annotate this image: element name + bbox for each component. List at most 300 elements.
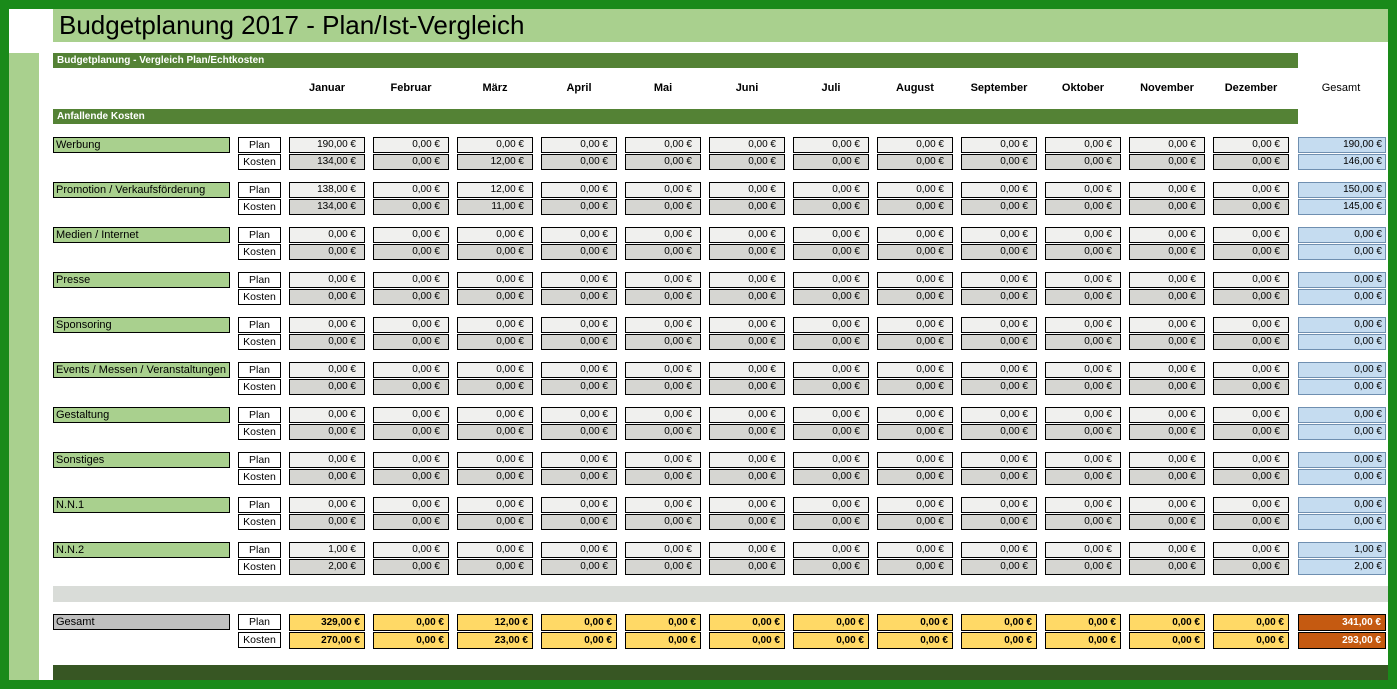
- plan-cell[interactable]: 0,00 €: [625, 452, 701, 468]
- kosten-cell[interactable]: 0,00 €: [541, 244, 617, 260]
- kosten-cell[interactable]: 0,00 €: [373, 244, 449, 260]
- plan-cell[interactable]: 0,00 €: [1129, 407, 1205, 423]
- kosten-cell[interactable]: 0,00 €: [793, 334, 869, 350]
- plan-cell[interactable]: 0,00 €: [793, 497, 869, 513]
- plan-total-cell: 0,00 €: [1298, 317, 1386, 333]
- kosten-cell[interactable]: 0,00 €: [457, 334, 533, 350]
- kosten-cell[interactable]: 0,00 €: [1213, 199, 1289, 215]
- plan-cell[interactable]: 0,00 €: [457, 542, 533, 558]
- plan-cell[interactable]: 0,00 €: [457, 407, 533, 423]
- plan-label: Plan: [238, 497, 281, 513]
- plan-cell[interactable]: 0,00 €: [793, 317, 869, 333]
- kosten-cell[interactable]: 0,00 €: [1045, 244, 1121, 260]
- plan-cell[interactable]: 0,00 €: [541, 272, 617, 288]
- kosten-cell[interactable]: 0,00 €: [1213, 424, 1289, 440]
- kosten-cell[interactable]: 0,00 €: [457, 469, 533, 485]
- kosten-cell[interactable]: 0,00 €: [289, 469, 365, 485]
- kosten-cell[interactable]: 134,00 €: [289, 154, 365, 170]
- kosten-cell[interactable]: 0,00 €: [1213, 244, 1289, 260]
- kosten-label: Kosten: [238, 424, 281, 440]
- kosten-cell[interactable]: 0,00 €: [625, 244, 701, 260]
- plan-cell[interactable]: 0,00 €: [1129, 542, 1205, 558]
- kosten-cell[interactable]: 0,00 €: [961, 334, 1037, 350]
- plan-cell[interactable]: 0,00 €: [1045, 272, 1121, 288]
- plan-cell[interactable]: 0,00 €: [1213, 227, 1289, 243]
- plan-cell[interactable]: 0,00 €: [457, 317, 533, 333]
- kosten-cell[interactable]: 0,00 €: [709, 379, 785, 395]
- plan-cell[interactable]: 0,00 €: [709, 317, 785, 333]
- kosten-cell[interactable]: 0,00 €: [373, 334, 449, 350]
- plan-cell[interactable]: 0,00 €: [1213, 407, 1289, 423]
- kosten-cell[interactable]: 0,00 €: [1045, 469, 1121, 485]
- plan-cell[interactable]: 0,00 €: [709, 227, 785, 243]
- kosten-cell[interactable]: 0,00 €: [373, 379, 449, 395]
- gesamt-plan-cell: 0,00 €: [541, 614, 617, 631]
- plan-cell[interactable]: 0,00 €: [709, 407, 785, 423]
- kosten-cell[interactable]: 0,00 €: [289, 289, 365, 305]
- kosten-cell[interactable]: 0,00 €: [625, 334, 701, 350]
- category-label: Medien / Internet: [53, 227, 230, 243]
- month-header-12: Dezember: [1224, 82, 1278, 94]
- plan-cell[interactable]: 0,00 €: [373, 407, 449, 423]
- gesamt-plan-cell: 0,00 €: [625, 614, 701, 631]
- kosten-cell[interactable]: 0,00 €: [1129, 424, 1205, 440]
- plan-cell[interactable]: 0,00 €: [457, 452, 533, 468]
- plan-cell[interactable]: 0,00 €: [1129, 137, 1205, 153]
- plan-cell[interactable]: 0,00 €: [625, 497, 701, 513]
- plan-cell[interactable]: 0,00 €: [793, 362, 869, 378]
- plan-cell[interactable]: 0,00 €: [373, 452, 449, 468]
- kosten-cell[interactable]: 0,00 €: [625, 379, 701, 395]
- kosten-cell[interactable]: 0,00 €: [877, 559, 953, 575]
- kosten-cell[interactable]: 0,00 €: [1213, 334, 1289, 350]
- kosten-cell[interactable]: 0,00 €: [961, 559, 1037, 575]
- kosten-cell[interactable]: 0,00 €: [877, 514, 953, 530]
- plan-cell[interactable]: 0,00 €: [961, 137, 1037, 153]
- plan-cell[interactable]: 0,00 €: [541, 362, 617, 378]
- plan-cell[interactable]: 0,00 €: [961, 452, 1037, 468]
- plan-cell[interactable]: 0,00 €: [1213, 272, 1289, 288]
- kosten-cell[interactable]: 0,00 €: [1129, 334, 1205, 350]
- plan-label: Plan: [238, 362, 281, 378]
- plan-cell[interactable]: 0,00 €: [1129, 497, 1205, 513]
- gesamt-plan-cell: 0,00 €: [709, 614, 785, 631]
- plan-cell[interactable]: 0,00 €: [877, 452, 953, 468]
- gesamt-kosten-cell: 0,00 €: [373, 632, 449, 649]
- plan-label: Plan: [238, 272, 281, 288]
- plan-cell[interactable]: 190,00 €: [289, 137, 365, 153]
- plan-cell[interactable]: 0,00 €: [1129, 182, 1205, 198]
- kosten-cell[interactable]: 134,00 €: [289, 199, 365, 215]
- plan-cell[interactable]: 0,00 €: [457, 272, 533, 288]
- plan-cell[interactable]: 0,00 €: [1045, 362, 1121, 378]
- kosten-cell[interactable]: 0,00 €: [1045, 514, 1121, 530]
- kosten-cell[interactable]: 0,00 €: [1129, 379, 1205, 395]
- kosten-cell[interactable]: 0,00 €: [457, 424, 533, 440]
- kosten-cell[interactable]: 0,00 €: [1213, 154, 1289, 170]
- kosten-cell[interactable]: 0,00 €: [373, 559, 449, 575]
- plan-cell[interactable]: 0,00 €: [1129, 317, 1205, 333]
- plan-cell[interactable]: 0,00 €: [289, 317, 365, 333]
- plan-cell[interactable]: 0,00 €: [625, 137, 701, 153]
- kosten-cell[interactable]: 0,00 €: [709, 154, 785, 170]
- plan-cell[interactable]: 0,00 €: [625, 227, 701, 243]
- plan-cell[interactable]: 0,00 €: [1213, 497, 1289, 513]
- category-label: Werbung: [53, 137, 230, 153]
- kosten-cell[interactable]: 0,00 €: [961, 244, 1037, 260]
- kosten-cell[interactable]: 0,00 €: [793, 154, 869, 170]
- plan-cell[interactable]: 0,00 €: [1129, 362, 1205, 378]
- plan-cell[interactable]: 0,00 €: [877, 362, 953, 378]
- kosten-cell[interactable]: 0,00 €: [709, 559, 785, 575]
- kosten-cell[interactable]: 0,00 €: [1045, 379, 1121, 395]
- plan-cell[interactable]: 0,00 €: [877, 272, 953, 288]
- plan-cell[interactable]: 0,00 €: [1045, 452, 1121, 468]
- plan-cell[interactable]: 0,00 €: [793, 137, 869, 153]
- plan-cell[interactable]: 0,00 €: [541, 227, 617, 243]
- kosten-cell[interactable]: 11,00 €: [457, 199, 533, 215]
- plan-cell[interactable]: 0,00 €: [1213, 362, 1289, 378]
- category-label: Promotion / Verkaufsförderung: [53, 182, 230, 198]
- kosten-cell[interactable]: 0,00 €: [541, 469, 617, 485]
- kosten-total-cell: 145,00 €: [1298, 199, 1386, 215]
- plan-cell[interactable]: 0,00 €: [541, 542, 617, 558]
- plan-cell[interactable]: 0,00 €: [793, 542, 869, 558]
- kosten-cell[interactable]: 0,00 €: [541, 289, 617, 305]
- kosten-cell[interactable]: 0,00 €: [877, 379, 953, 395]
- kosten-cell[interactable]: 0,00 €: [1129, 199, 1205, 215]
- plan-cell[interactable]: 0,00 €: [289, 497, 365, 513]
- plan-cell[interactable]: 0,00 €: [961, 227, 1037, 243]
- plan-cell[interactable]: 0,00 €: [961, 497, 1037, 513]
- plan-cell[interactable]: 0,00 €: [457, 497, 533, 513]
- kosten-cell[interactable]: 0,00 €: [457, 559, 533, 575]
- plan-cell[interactable]: 0,00 €: [1213, 182, 1289, 198]
- gesamt-plan-cell: 0,00 €: [373, 614, 449, 631]
- plan-cell[interactable]: 0,00 €: [961, 362, 1037, 378]
- plan-cell[interactable]: 0,00 €: [625, 182, 701, 198]
- kosten-cell[interactable]: 0,00 €: [625, 289, 701, 305]
- kosten-label: Kosten: [238, 469, 281, 485]
- month-header-3: März: [482, 82, 508, 94]
- gesamt-plan-label: Plan: [238, 614, 281, 630]
- plan-cell[interactable]: 0,00 €: [1045, 542, 1121, 558]
- kosten-cell[interactable]: 0,00 €: [1129, 559, 1205, 575]
- plan-cell[interactable]: 0,00 €: [289, 407, 365, 423]
- plan-cell[interactable]: 0,00 €: [1045, 182, 1121, 198]
- plan-cell[interactable]: 0,00 €: [793, 407, 869, 423]
- plan-cell[interactable]: 0,00 €: [457, 227, 533, 243]
- kosten-cell[interactable]: 0,00 €: [373, 154, 449, 170]
- kosten-cell[interactable]: 0,00 €: [1129, 469, 1205, 485]
- gesamt-header: Gesamt: [1321, 82, 1361, 94]
- kosten-cell[interactable]: 0,00 €: [541, 154, 617, 170]
- kosten-cell[interactable]: 0,00 €: [1213, 289, 1289, 305]
- kosten-total-cell: 0,00 €: [1298, 289, 1386, 305]
- kosten-cell[interactable]: 0,00 €: [373, 424, 449, 440]
- plan-cell[interactable]: 0,00 €: [541, 407, 617, 423]
- plan-total-cell: 0,00 €: [1298, 452, 1386, 468]
- gesamt-kosten-cell: 23,00 €: [457, 632, 533, 649]
- kosten-cell[interactable]: 0,00 €: [457, 379, 533, 395]
- kosten-cell[interactable]: 0,00 €: [625, 469, 701, 485]
- plan-cell[interactable]: 1,00 €: [289, 542, 365, 558]
- plan-cell[interactable]: 0,00 €: [1045, 317, 1121, 333]
- kosten-cell[interactable]: 0,00 €: [793, 379, 869, 395]
- kosten-cell[interactable]: 0,00 €: [1045, 199, 1121, 215]
- separator-row: [53, 586, 1388, 602]
- kosten-cell[interactable]: 0,00 €: [877, 424, 953, 440]
- kosten-cell[interactable]: 0,00 €: [373, 289, 449, 305]
- plan-cell[interactable]: 0,00 €: [373, 272, 449, 288]
- plan-label: Plan: [238, 407, 281, 423]
- kosten-cell[interactable]: 0,00 €: [793, 514, 869, 530]
- kosten-total-cell: 2,00 €: [1298, 559, 1386, 575]
- kosten-total-cell: 0,00 €: [1298, 379, 1386, 395]
- plan-cell[interactable]: 0,00 €: [1129, 227, 1205, 243]
- gesamt-plan-cell: 0,00 €: [1129, 614, 1205, 631]
- category-label: Sponsoring: [53, 317, 230, 333]
- kosten-cell[interactable]: 0,00 €: [373, 469, 449, 485]
- plan-cell[interactable]: 0,00 €: [1213, 137, 1289, 153]
- kosten-cell[interactable]: 0,00 €: [793, 559, 869, 575]
- kosten-cell[interactable]: 0,00 €: [373, 199, 449, 215]
- kosten-cell[interactable]: 0,00 €: [709, 289, 785, 305]
- kosten-cell[interactable]: 0,00 €: [625, 199, 701, 215]
- kosten-label: Kosten: [238, 379, 281, 395]
- plan-cell[interactable]: 0,00 €: [373, 182, 449, 198]
- plan-cell[interactable]: 0,00 €: [541, 452, 617, 468]
- kosten-cell[interactable]: 0,00 €: [457, 289, 533, 305]
- kosten-cell[interactable]: 0,00 €: [1129, 154, 1205, 170]
- kosten-cell[interactable]: 0,00 €: [1045, 424, 1121, 440]
- plan-cell[interactable]: 0,00 €: [793, 182, 869, 198]
- plan-cell[interactable]: 0,00 €: [1045, 137, 1121, 153]
- kosten-cell[interactable]: 0,00 €: [961, 154, 1037, 170]
- kosten-cell[interactable]: 0,00 €: [961, 289, 1037, 305]
- plan-cell[interactable]: 0,00 €: [625, 407, 701, 423]
- plan-cell[interactable]: 0,00 €: [709, 137, 785, 153]
- plan-cell[interactable]: 0,00 €: [289, 227, 365, 243]
- kosten-cell[interactable]: 0,00 €: [1045, 559, 1121, 575]
- kosten-total-cell: 0,00 €: [1298, 334, 1386, 350]
- plan-cell[interactable]: 0,00 €: [1213, 452, 1289, 468]
- kosten-cell[interactable]: 0,00 €: [961, 514, 1037, 530]
- gesamt-kosten-cell: 0,00 €: [1045, 632, 1121, 649]
- plan-cell[interactable]: 0,00 €: [1045, 407, 1121, 423]
- kosten-cell[interactable]: 0,00 €: [709, 514, 785, 530]
- kosten-cell[interactable]: 0,00 €: [709, 199, 785, 215]
- plan-cell[interactable]: 0,00 €: [373, 542, 449, 558]
- gesamt-kosten-cell: 0,00 €: [1129, 632, 1205, 649]
- kosten-cell[interactable]: 0,00 €: [289, 514, 365, 530]
- plan-cell[interactable]: 0,00 €: [877, 497, 953, 513]
- plan-cell[interactable]: 0,00 €: [793, 272, 869, 288]
- category-label: Events / Messen / Veranstaltungen: [53, 362, 230, 378]
- kosten-cell[interactable]: 0,00 €: [793, 469, 869, 485]
- plan-cell[interactable]: 0,00 €: [1045, 497, 1121, 513]
- gesamt-plan-cell: 0,00 €: [1213, 614, 1289, 631]
- kosten-cell[interactable]: 0,00 €: [289, 244, 365, 260]
- kosten-cell[interactable]: 0,00 €: [709, 244, 785, 260]
- plan-cell[interactable]: 138,00 €: [289, 182, 365, 198]
- gesamt-plan-cell: 0,00 €: [793, 614, 869, 631]
- plan-cell[interactable]: 0,00 €: [289, 452, 365, 468]
- kosten-cell[interactable]: 0,00 €: [541, 334, 617, 350]
- kosten-cell[interactable]: 0,00 €: [961, 424, 1037, 440]
- plan-cell[interactable]: 0,00 €: [1129, 452, 1205, 468]
- plan-cell[interactable]: 0,00 €: [541, 497, 617, 513]
- kosten-cell[interactable]: 0,00 €: [541, 514, 617, 530]
- kosten-cell[interactable]: 0,00 €: [541, 379, 617, 395]
- plan-cell[interactable]: 0,00 €: [877, 227, 953, 243]
- plan-cell[interactable]: 0,00 €: [373, 497, 449, 513]
- plan-cell[interactable]: 0,00 €: [709, 497, 785, 513]
- kosten-cell[interactable]: 0,00 €: [457, 244, 533, 260]
- category-label: Presse: [53, 272, 230, 288]
- plan-cell[interactable]: 0,00 €: [961, 407, 1037, 423]
- kosten-cell[interactable]: 12,00 €: [457, 154, 533, 170]
- kosten-cell[interactable]: 0,00 €: [877, 199, 953, 215]
- kosten-cell[interactable]: 0,00 €: [709, 424, 785, 440]
- plan-total-cell: 0,00 €: [1298, 272, 1386, 288]
- month-header-8: August: [896, 82, 934, 94]
- kosten-cell[interactable]: 0,00 €: [625, 154, 701, 170]
- kosten-cell[interactable]: 0,00 €: [877, 334, 953, 350]
- kosten-cell[interactable]: 0,00 €: [1129, 289, 1205, 305]
- plan-total-cell: 190,00 €: [1298, 137, 1386, 153]
- kosten-cell[interactable]: 0,00 €: [877, 244, 953, 260]
- gesamt-kosten-cell: 0,00 €: [709, 632, 785, 649]
- plan-cell[interactable]: 0,00 €: [373, 227, 449, 243]
- kosten-cell[interactable]: 0,00 €: [961, 199, 1037, 215]
- kosten-cell[interactable]: 0,00 €: [793, 244, 869, 260]
- kosten-cell[interactable]: 0,00 €: [1213, 559, 1289, 575]
- kosten-label: Kosten: [238, 154, 281, 170]
- kosten-cell[interactable]: 0,00 €: [1213, 379, 1289, 395]
- grand-plan-total: 341,00 €: [1298, 614, 1386, 631]
- plan-cell[interactable]: 0,00 €: [541, 182, 617, 198]
- plan-cell[interactable]: 0,00 €: [961, 272, 1037, 288]
- kosten-cell[interactable]: 0,00 €: [1045, 334, 1121, 350]
- plan-cell[interactable]: 0,00 €: [709, 542, 785, 558]
- kosten-cell[interactable]: 0,00 €: [961, 379, 1037, 395]
- kosten-cell[interactable]: 0,00 €: [541, 559, 617, 575]
- plan-cell[interactable]: 0,00 €: [961, 182, 1037, 198]
- kosten-cell[interactable]: 0,00 €: [877, 154, 953, 170]
- plan-cell[interactable]: 0,00 €: [709, 452, 785, 468]
- kosten-cell[interactable]: 0,00 €: [1129, 244, 1205, 260]
- plan-cell[interactable]: 0,00 €: [1213, 317, 1289, 333]
- plan-label: Plan: [238, 227, 281, 243]
- kosten-cell[interactable]: 0,00 €: [709, 469, 785, 485]
- plan-label: Plan: [238, 452, 281, 468]
- bottom-band: [53, 665, 1388, 680]
- kosten-cell[interactable]: 0,00 €: [961, 469, 1037, 485]
- kosten-cell[interactable]: 0,00 €: [625, 424, 701, 440]
- gesamt-plan-cell: 329,00 €: [289, 614, 365, 631]
- left-accent-bar: [9, 53, 39, 680]
- plan-cell[interactable]: 0,00 €: [1045, 227, 1121, 243]
- kosten-cell[interactable]: 0,00 €: [877, 469, 953, 485]
- plan-cell[interactable]: 0,00 €: [793, 227, 869, 243]
- plan-cell[interactable]: 0,00 €: [877, 137, 953, 153]
- plan-cell[interactable]: 0,00 €: [961, 542, 1037, 558]
- kosten-cell[interactable]: 0,00 €: [289, 424, 365, 440]
- kosten-cell[interactable]: 0,00 €: [1045, 154, 1121, 170]
- plan-cell[interactable]: 0,00 €: [877, 407, 953, 423]
- kosten-cell[interactable]: 0,00 €: [541, 199, 617, 215]
- gesamt-plan-cell: 12,00 €: [457, 614, 533, 631]
- gesamt-kosten-cell: 270,00 €: [289, 632, 365, 649]
- plan-cell[interactable]: 12,00 €: [457, 182, 533, 198]
- plan-cell[interactable]: 0,00 €: [625, 317, 701, 333]
- kosten-cell[interactable]: 0,00 €: [289, 379, 365, 395]
- page-title: Budgetplanung 2017 - Plan/Ist-Vergleich: [59, 10, 525, 40]
- gesamt-kosten-cell: 0,00 €: [877, 632, 953, 649]
- kosten-cell[interactable]: 0,00 €: [793, 289, 869, 305]
- kosten-cell[interactable]: 0,00 €: [1213, 514, 1289, 530]
- plan-cell[interactable]: 0,00 €: [709, 362, 785, 378]
- plan-cell[interactable]: 0,00 €: [541, 137, 617, 153]
- kosten-cell[interactable]: 0,00 €: [877, 289, 953, 305]
- plan-cell[interactable]: 0,00 €: [1213, 542, 1289, 558]
- month-header-5: Mai: [653, 82, 673, 94]
- plan-cell[interactable]: 0,00 €: [1129, 272, 1205, 288]
- kosten-cell[interactable]: 0,00 €: [1129, 514, 1205, 530]
- kosten-cell[interactable]: 0,00 €: [541, 424, 617, 440]
- plan-cell[interactable]: 0,00 €: [289, 272, 365, 288]
- kosten-cell[interactable]: 0,00 €: [457, 514, 533, 530]
- kosten-cell[interactable]: 0,00 €: [793, 424, 869, 440]
- kosten-cell[interactable]: 0,00 €: [709, 334, 785, 350]
- plan-cell[interactable]: 0,00 €: [877, 182, 953, 198]
- kosten-cell[interactable]: 0,00 €: [289, 334, 365, 350]
- kosten-label: Kosten: [238, 199, 281, 215]
- subtitle-band: Budgetplanung - Vergleich Plan/Echtkosten: [53, 53, 1298, 68]
- plan-cell[interactable]: 0,00 €: [709, 272, 785, 288]
- spreadsheet-frame: [9, 9, 1388, 680]
- kosten-cell[interactable]: 0,00 €: [1213, 469, 1289, 485]
- kosten-cell[interactable]: 0,00 €: [373, 514, 449, 530]
- plan-cell[interactable]: 0,00 €: [541, 317, 617, 333]
- plan-cell[interactable]: 0,00 €: [289, 362, 365, 378]
- kosten-label: Kosten: [238, 514, 281, 530]
- month-header-9: September: [970, 82, 1028, 94]
- plan-cell[interactable]: 0,00 €: [961, 317, 1037, 333]
- plan-label: Plan: [238, 137, 281, 153]
- kosten-cell[interactable]: 0,00 €: [1045, 289, 1121, 305]
- kosten-label: Kosten: [238, 244, 281, 260]
- plan-cell[interactable]: 0,00 €: [373, 362, 449, 378]
- plan-cell[interactable]: 0,00 €: [793, 452, 869, 468]
- plan-cell[interactable]: 0,00 €: [877, 542, 953, 558]
- plan-cell[interactable]: 0,00 €: [709, 182, 785, 198]
- gesamt-kosten-label: Kosten: [238, 632, 281, 648]
- kosten-cell[interactable]: 2,00 €: [289, 559, 365, 575]
- plan-cell[interactable]: 0,00 €: [625, 542, 701, 558]
- plan-cell[interactable]: 0,00 €: [457, 362, 533, 378]
- plan-cell[interactable]: 0,00 €: [373, 317, 449, 333]
- plan-cell[interactable]: 0,00 €: [625, 272, 701, 288]
- plan-cell[interactable]: 0,00 €: [877, 317, 953, 333]
- plan-cell[interactable]: 0,00 €: [625, 362, 701, 378]
- kosten-cell[interactable]: 0,00 €: [793, 199, 869, 215]
- kosten-cell[interactable]: 0,00 €: [625, 514, 701, 530]
- plan-cell[interactable]: 0,00 €: [373, 137, 449, 153]
- plan-cell[interactable]: 0,00 €: [457, 137, 533, 153]
- kosten-cell[interactable]: 0,00 €: [625, 559, 701, 575]
